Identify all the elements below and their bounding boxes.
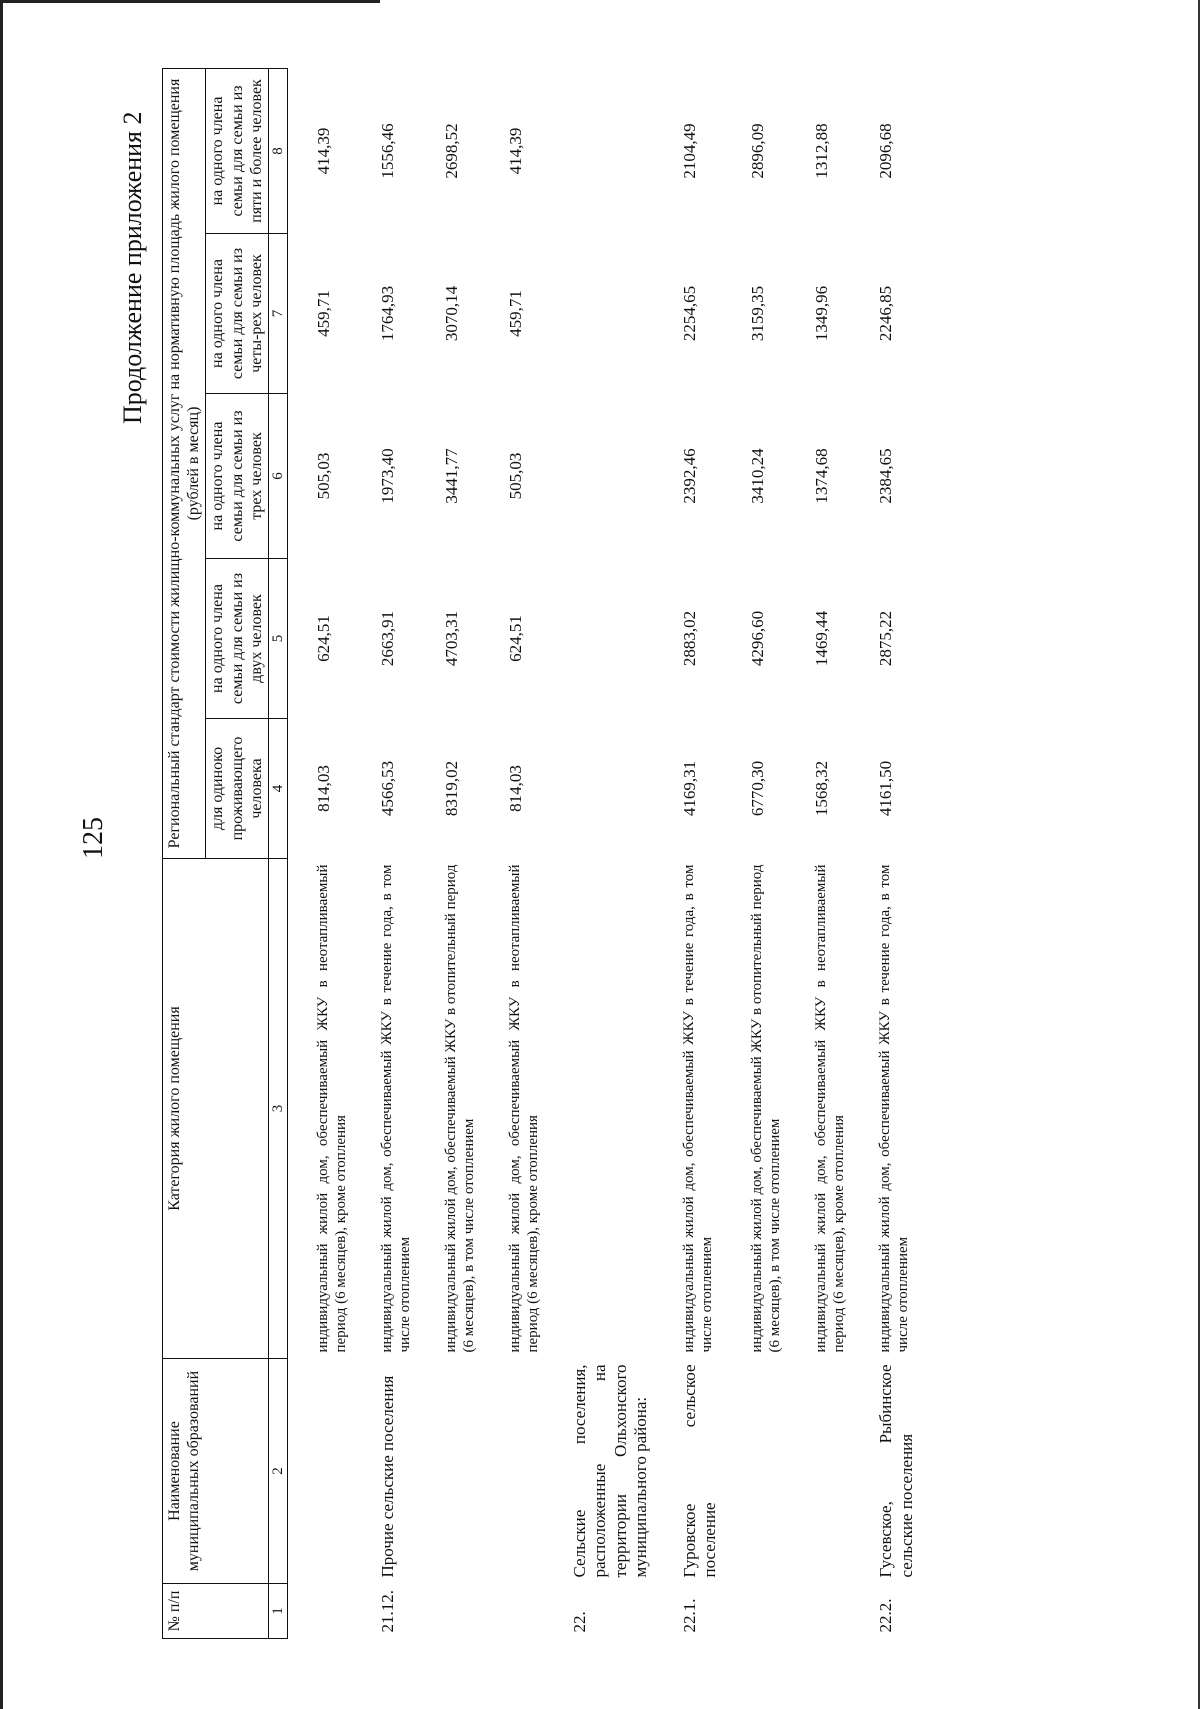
row-number <box>786 1584 850 1639</box>
row-value-single: 814,03 <box>505 765 525 812</box>
row-value-three: 2392,46 <box>679 448 699 504</box>
table-row <box>544 68 654 1638</box>
row-value-single: 4169,31 <box>679 760 699 817</box>
row-number <box>287 1584 352 1639</box>
row-value-two: 2883,02 <box>679 610 699 667</box>
row-value-three: 1374,68 <box>812 448 832 504</box>
row-value-single <box>544 719 654 859</box>
row-category <box>544 859 654 1359</box>
row-value-four: 459,71 <box>505 290 525 337</box>
header-group-title: Региональный стандарт стоимости жилищно-коммунальных услуг на нормативную площадь жилого помещения (рублей в месяц) <box>163 68 206 858</box>
row-category: индивидуальный жилой дом, обеспечиваемый ЖКУ в течение года, в том числе отоплением <box>378 864 413 1353</box>
header-no: № п/п <box>163 1584 269 1639</box>
row-municipality <box>786 1359 850 1584</box>
table-row <box>352 68 416 1638</box>
row-number <box>480 1584 544 1639</box>
row-category: индивидуальный жилой дом, обеспечиваемый ЖКУ в течение года, в том числе отоплением <box>877 864 912 1353</box>
row-value-four: 3159,35 <box>748 285 768 342</box>
row-value-three: 2384,65 <box>876 448 896 504</box>
row-municipality <box>722 1359 786 1584</box>
row-value-four: 1764,93 <box>377 285 397 342</box>
row-value-two: 4296,60 <box>748 610 768 667</box>
header-name: Наименование муниципальных образований <box>163 1359 269 1584</box>
row-value-three: 3441,77 <box>441 448 461 504</box>
table-row <box>416 68 480 1638</box>
row-value-three <box>544 394 654 559</box>
row-value-four: 2254,65 <box>679 285 699 342</box>
row-number <box>416 1584 480 1639</box>
header-num-6: 6 <box>268 394 287 559</box>
row-value-five: 414,39 <box>505 127 525 175</box>
row-municipality: Прочие сельские поселения <box>377 1375 397 1578</box>
row-category: индивидуальный жилой дом, обеспечиваемый ЖКУ в отопительный период (6 месяцев), в том числе отоплением <box>749 864 784 1353</box>
row-value-two: 2663,91 <box>377 610 397 667</box>
row-municipality <box>480 1359 544 1584</box>
header-num-8: 8 <box>268 68 287 233</box>
row-value-two: 4703,31 <box>441 610 461 667</box>
row-value-four: 2246,85 <box>876 285 896 342</box>
row-value-single: 4161,50 <box>876 760 896 817</box>
row-category: индивидуальный жилой дом, обеспечиваемый ЖКУ в течение года, в том числе отоплением <box>680 864 715 1353</box>
header-sub-single: для одиноко проживающего человека <box>206 719 269 859</box>
header-sub-three: на одного члена семьи для семьи из трех человек <box>206 394 269 559</box>
header-sub-two: на одного члена семьи для семьи из двух человек <box>206 559 269 719</box>
row-number: 21.12. <box>377 1590 397 1633</box>
row-value-three: 3410,24 <box>748 448 768 504</box>
row-value-two: 1469,44 <box>812 610 832 667</box>
header-num-7: 7 <box>268 234 287 394</box>
row-value-three: 1973,40 <box>377 448 397 504</box>
row-value-five <box>544 68 654 233</box>
row-value-four: 3070,14 <box>441 285 461 342</box>
row-value-five: 1312,88 <box>812 123 832 179</box>
standards-table <box>162 68 919 1639</box>
row-value-four <box>544 234 654 394</box>
header-num-3: 3 <box>268 859 287 1359</box>
row-value-five: 414,39 <box>313 127 333 175</box>
page-number: 125 <box>78 817 109 859</box>
header-sub-five: на одного члена семьи для семьи из пяти и более человек <box>206 68 269 233</box>
row-category: индивидуальный жилой дом, обеспечиваемый ЖКУ в неотапливаемый период (6 месяцев), кроме отопления <box>314 864 349 1353</box>
table-row <box>287 68 352 1638</box>
row-category: индивидуальный жилой дом, обеспечиваемый ЖКУ в отопительный период (6 месяцев), в том числе отоплением <box>442 864 477 1353</box>
table-row <box>850 68 919 1638</box>
header-num-5: 5 <box>268 559 287 719</box>
row-value-five: 1556,46 <box>377 123 397 179</box>
row-value-single: 814,03 <box>313 765 333 812</box>
row-value-single: 8319,02 <box>441 760 461 817</box>
row-number <box>722 1584 786 1639</box>
row-number: 22.2. <box>876 1598 896 1633</box>
header-number-row <box>268 68 287 1638</box>
row-value-single: 1568,32 <box>812 760 832 817</box>
table-row <box>722 68 786 1638</box>
row-value-three: 505,03 <box>505 452 525 500</box>
header-category: Категория жилого помещения <box>163 859 269 1359</box>
header-num-1: 1 <box>268 1584 287 1639</box>
row-value-two <box>544 559 654 719</box>
row-category: индивидуальный жилой дом, обеспечиваемый ЖКУ в неотапливаемый период (6 месяцев), кроме отопления <box>813 864 848 1353</box>
row-municipality <box>416 1359 480 1584</box>
row-municipality: Гусевское, Рыбинское сельские поселения <box>876 1364 916 1578</box>
continuation-title: Продолжение приложения 2 <box>118 111 147 424</box>
row-value-single: 6770,30 <box>748 760 768 817</box>
row-value-three: 505,03 <box>313 452 333 500</box>
row-municipality <box>287 1359 352 1584</box>
row-category: индивидуальный жилой дом, обеспечиваемый ЖКУ в неотапливаемый период (6 месяцев), кроме отопления <box>506 864 541 1353</box>
header-sub-four: на одного члена семьи для семьи из четы-рех человек <box>206 234 269 394</box>
row-value-five: 2096,68 <box>876 123 896 179</box>
row-value-five: 2698,52 <box>441 123 461 179</box>
header-row-1 <box>163 68 206 1638</box>
row-value-two: 2875,22 <box>876 610 896 667</box>
row-value-four: 459,71 <box>313 290 333 337</box>
row-number: 22.1. <box>679 1598 699 1633</box>
table-row <box>480 68 544 1638</box>
row-municipality: Гуровское сельское поселение <box>679 1364 719 1578</box>
row-value-two: 624,51 <box>313 615 333 662</box>
row-value-single: 4566,53 <box>377 760 397 817</box>
row-municipality: Сельские поселения, расположенные на территории Ольхонского муниципального района: <box>569 1364 651 1578</box>
row-value-two: 624,51 <box>505 615 525 662</box>
header-num-4: 4 <box>268 719 287 859</box>
row-number: 22. <box>569 1611 589 1633</box>
row-value-five: 2104,49 <box>679 123 699 179</box>
header-num-2: 2 <box>268 1359 287 1584</box>
table-row <box>786 68 850 1638</box>
row-value-five: 2896,09 <box>748 123 768 179</box>
table-row <box>654 68 723 1638</box>
row-value-four: 1349,96 <box>812 285 832 342</box>
